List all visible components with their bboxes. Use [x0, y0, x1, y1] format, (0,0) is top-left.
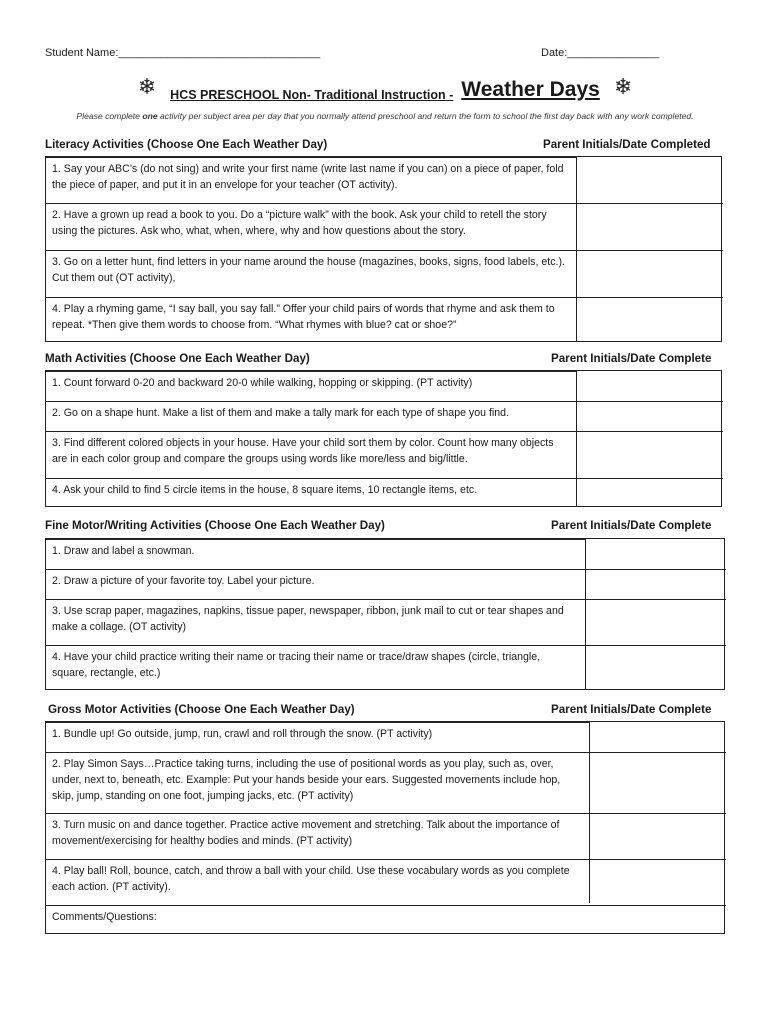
literacy-initials-heading: Parent Initials/Date Completed: [543, 138, 711, 151]
comments-label: Comments/Questions:: [52, 911, 157, 923]
table-row: [46, 569, 585, 599]
activity-text: 4. Ask your child to find 5 circle items in the house, 8 square items, 10 rectangle items, etc.: [52, 484, 478, 496]
student-name-field[interactable]: Student Name:_________________________________: [45, 47, 321, 59]
date-field[interactable]: Date:_______________: [541, 47, 660, 59]
activity-text: 2. Draw a picture of your favorite toy. Label your picture.: [52, 575, 315, 587]
table-row: [46, 599, 585, 645]
literacy-heading: Literacy Activities (Choose One Each Weather Day): [45, 138, 328, 151]
gross-motor-heading: Gross Motor Activities (Choose One Each Weather Day): [48, 703, 355, 716]
activity-text: 3. Find different colored objects in your house. Have your child sort them by color. Count how many objects are in each color group and compare the groups using words like more/less and big/little.: [52, 437, 554, 465]
table-row: [46, 478, 576, 508]
snowflake-icon: ❄: [137, 74, 157, 99]
table-row: [46, 722, 589, 752]
instructions-text: Please complete: [76, 111, 143, 121]
table-row: [46, 250, 576, 297]
table-row: [46, 752, 589, 813]
math-table: [45, 370, 722, 507]
activity-text: 2. Play Simon Says…Practice taking turns, including the use of positional words as you play, such as, over, under, next to, beneath, etc. Example: Put your hands beside your ears. Suggested movements include hop, skip, jump, standing on one foot, jumping jacks, etc. (PT activity): [52, 758, 561, 802]
activity-text: 4. Play ball! Roll, bounce, catch, and throw a ball with your child. Use these vocabulary words as you complete each action. (PT activity).: [52, 865, 570, 893]
activity-text: 1. Draw and label a snowman.: [52, 545, 195, 557]
comments-field[interactable]: [46, 905, 726, 935]
page-title: [0, 74, 770, 103]
activity-text: 1. Count forward 0-20 and backward 20-0 while walking, hopping or skipping. (PT activity): [52, 377, 473, 389]
fine-motor-heading: Fine Motor/Writing Activities (Choose One Each Weather Day): [45, 519, 385, 532]
table-row: [46, 539, 585, 569]
activity-text: 4. Have your child practice writing their name or tracing their name or trace/draw shapes (circle, triangle, square, rectangle, etc.): [52, 651, 541, 679]
title-main: Weather Days: [461, 78, 600, 101]
activity-text: 3. Go on a letter hunt, find letters in your name around the house (magazines, books, signs, food labels, etc.). Cut them out (OT activity),: [52, 256, 565, 284]
snowflake-icon: ❄: [613, 74, 633, 99]
instructions-text: activity per subject area per day that you normally attend preschool and return the form to school the first day back with any work completed.: [157, 111, 694, 121]
activity-text: 4. Play a rhyming game, “I say ball, you say fall.” Offer your child pairs of words that rhyme and ask them to repeat. *Then give them words to choose from. “What rhymes with blue? cat or shoe?”: [52, 303, 555, 331]
table-row: [46, 813, 589, 859]
literacy-table: [45, 156, 722, 342]
activity-text: 3. Turn music on and dance together. Practice active movement and stretching. Talk about the importance of movement/exercising for healthy bodies and minds. (PT activity): [52, 819, 560, 847]
table-row: [46, 431, 576, 478]
activity-text: 2. Have a grown up read a book to you. Do a “picture walk” with the book. Ask your child to retell the story using the pictures. Ask who, what, when, where, why and how questions about the story.: [52, 209, 547, 237]
instructions: [0, 111, 770, 121]
gross-motor-table: [45, 721, 725, 934]
fine-motor-table: [45, 538, 725, 690]
table-row: [46, 645, 585, 691]
gross-motor-initials-heading: Parent Initials/Date Complete: [551, 703, 712, 716]
table-row: [46, 371, 576, 401]
activity-text: 2. Go on a shape hunt. Make a list of them and make a tally mark for each type of shape you find.: [52, 407, 509, 419]
table-row: [46, 203, 576, 250]
activity-text: 3. Use scrap paper, magazines, napkins, tissue paper, newspaper, ribbon, junk mail to cut or tear shapes and make a collage. (OT activity): [52, 605, 564, 633]
fine-motor-initials-heading: Parent Initials/Date Complete: [551, 519, 712, 532]
instructions-emphasis: one: [142, 111, 158, 121]
table-row: [46, 401, 576, 431]
table-row: [46, 859, 589, 905]
math-initials-heading: Parent Initials/Date Complete: [551, 352, 712, 365]
title-prefix: HCS PRESCHOOL Non- Traditional Instruction -: [170, 88, 454, 102]
table-row: [46, 157, 576, 203]
math-heading: Math Activities (Choose One Each Weather Day): [45, 352, 310, 365]
activity-text: 1. Say your ABC’s (do not sing) and write your first name (write last name if you can) on a piece of paper, fold the piece of paper, and put it in an envelope for your teacher (OT activity).: [52, 163, 564, 191]
table-row: [46, 297, 576, 343]
activity-text: 1. Bundle up! Go outside, jump, run, crawl and roll through the snow. (PT activity): [52, 728, 433, 740]
